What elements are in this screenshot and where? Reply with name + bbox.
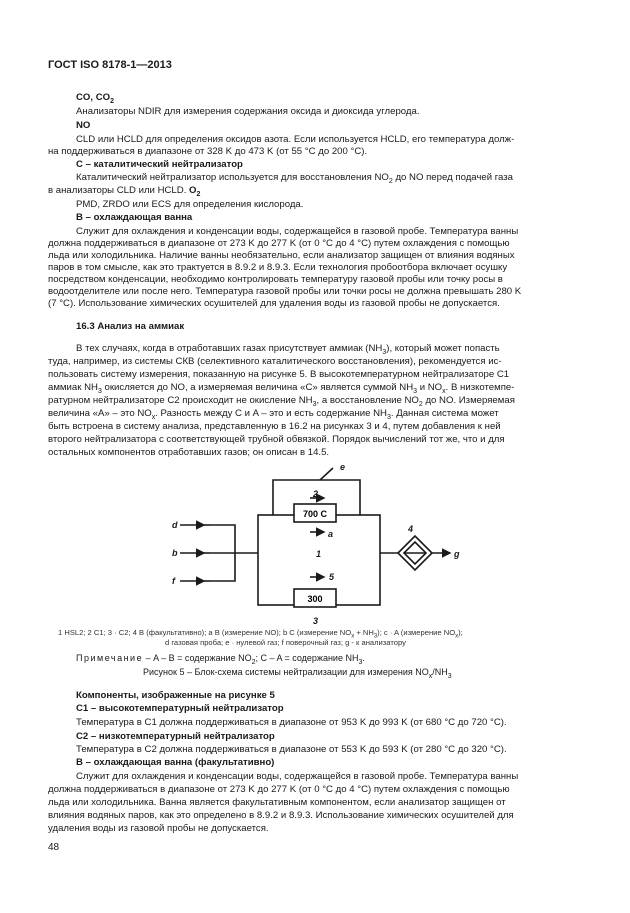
label-g: g xyxy=(454,549,460,559)
co-text: Анализаторы NDIR для измерения содержания оксида и диоксида углерода. xyxy=(76,106,420,117)
o2-heading: $O_2$ xyxy=(189,185,201,198)
document-header: ГОСТ ISO 8178-1—2013 xyxy=(48,59,172,71)
label-2: 2 xyxy=(313,489,319,499)
components-heading: Компоненты, изображенные на рисунке 5 xyxy=(76,690,275,701)
b-bath-heading: B – охлаждающая ванна xyxy=(76,212,193,223)
b-bath-line: должна поддерживаться в диапазоне от 273 K до 277 K (от 0 °C до 4 °C) путем охлаждения с помощью xyxy=(48,238,510,249)
label-f: f xyxy=(172,576,175,586)
s16-3-line: пользовать систему измерения, показанную на рисунке 5. В высокотемпературном нейтрализаторе C1 xyxy=(48,369,510,380)
co-heading: CO, $CO_2$ xyxy=(76,92,115,105)
c-converter-text-line2: в анализаторы CLD или HCLD. $O_2$ xyxy=(48,185,201,198)
label-d: d xyxy=(172,520,178,530)
c-converter-heading: C – каталитический нейтрализатор xyxy=(76,159,243,170)
b-bath-line: (7 °C). Использование химических осушителей для удаления воды из газовой пробы не допускается. xyxy=(48,298,500,309)
label-5: 5 xyxy=(329,572,335,582)
no-heading: NO xyxy=(76,120,91,131)
b-optional-line: должна поддерживаться в диапазоне от 273 K до 277 K (от 0 °C до 4 °C) путем охлаждения с помощью xyxy=(48,784,510,795)
cooling-bath-symbol xyxy=(398,536,432,570)
page-number: 48 xyxy=(48,842,60,853)
s16-3-line: туда, например, из системы СКВ (селективного каталитического восстановления), рекомендуется ис- xyxy=(48,356,502,367)
label-a: a xyxy=(328,529,334,539)
c2-heading: C2 – низкотемпературный нейтрализатор xyxy=(76,731,275,742)
b-optional-line: удаления воды из газовой пробы не допускается. xyxy=(48,823,269,834)
s16-3-line: остальных компонентов отработавших газов; он описан в 14.5. xyxy=(48,447,330,458)
figure-5-diagram xyxy=(0,460,630,630)
b-bath-line: паров в том смысле, как это трактуется в 8.9.2 и 8.9.3. Если технология пробоотбора включает осушку xyxy=(48,262,508,273)
s16-3-line: В тех случаях, когда в отработавших газах присутствует аммиак $(NH_3)$, который может попасть xyxy=(76,343,500,356)
b-optional-line: влияния водяных паров, как это определено в 8.9.2 и 8.9.3. Использование химических осушителей для xyxy=(48,810,514,821)
c-converter-text-line1: Каталитический нейтрализатор используется для восстановления $NO_2$ до NO перед подачей газа xyxy=(76,172,514,185)
no-text-line2: на поддерживаться в диапазоне от 328 K до 473 K (от 55 °C до 200 °C). xyxy=(48,146,368,157)
s16-3-line: быть встроена в систему анализа, представленную в 16.2 на рисунках 3 и 4, путем добавления к ней xyxy=(48,421,501,432)
no-text-line1: CLD или HCLD для определения оксидов азота. Если используется HCLD, его температура долж- xyxy=(76,134,515,145)
figure-caption: Рисунок 5 – Блок-схема системы нейтрализации для измерения $NO_x/NH_3$ xyxy=(143,667,452,680)
b-optional-line: Служит для охлаждения и конденсации воды, содержащейся в газовой пробе. Температура ванны xyxy=(76,771,519,782)
c1-heading: C1 – высокотемпературный нейтрализатор xyxy=(76,703,284,714)
s16-3-line: второго нейтрализатора с соответствующей трубной обвязкой. Порядок вычислений тот же, что и для xyxy=(48,434,505,445)
figure-note: Примечание – A – B = содержание $NO_2$; C – A = содержание $NH_3$. xyxy=(76,653,365,666)
label-4: 4 xyxy=(408,524,414,534)
c1-text: Температура в C1 должна поддерживаться в диапазоне от 953 K до 993 K (от 680 °C до 720 °C). xyxy=(76,717,507,728)
s16-3-line: аммиак $NH_3$ окисляется до NO, а измеряемая величина «C» является суммой $NH_3$ и $NO_x$. В низкотемпе- xyxy=(48,382,515,395)
figure-legend-line2: d газовая проба; e · нулевой газ; f поверочный газ; g - к анализатору xyxy=(165,638,406,647)
s16-3-line: ратурном нейтрализаторе C2 происходит не окисление $NH_3$, а восстановление $NO_2$ до NO. Измеряемая xyxy=(48,395,515,408)
s16-3-line: величина «A» – это $NO_x$. Разность между C и A – это и есть содержание $NH_3$. Данная система может xyxy=(48,408,499,421)
b-optional-line: льда или холодильника. Ванна является факультативным компонентом, если анализатор защищен от xyxy=(48,797,506,808)
converter-c1-label: 700 C xyxy=(302,509,328,519)
label-3: 3 xyxy=(313,616,319,626)
b-bath-line: льда или холодильника. Наличие ванны необязательно, если анализатор защищен от влияния водяных xyxy=(48,250,515,261)
c2-text: Температура в C2 должна поддерживаться в диапазоне от 553 K до 593 K (от 280 °C до 320 °C). xyxy=(76,744,507,755)
converter-c2-label: 300 xyxy=(307,594,323,604)
figure-legend-line1: 1 HSL2; 2 C1; 3 · C2; 4 B (факультативно); a B (измерение NO); b C (измерение $NO_x + NH_3$); c · A (измерение $NO_x$); xyxy=(58,628,463,640)
o2-text: PMD, ZRDO или ECS для определения кислорода. xyxy=(76,199,304,210)
label-1: 1 xyxy=(316,549,322,559)
label-e: e xyxy=(340,462,346,472)
label-b: b xyxy=(172,548,178,558)
b-optional-heading: B – охлаждающая ванна (факультативно) xyxy=(76,757,275,768)
section-16-3-heading: 16.3 Анализ на аммиак xyxy=(76,321,185,332)
b-bath-line: Служит для охлаждения и конденсации воды, содержащейся в газовой пробе. Температура ванны xyxy=(76,226,519,237)
b-bath-line: водоотделителе или после него. Температура газовой пробы или точки росы не должна превышать 280 K xyxy=(48,286,522,297)
b-bath-line: посредством конденсации, необходимо контролировать температуру газовой пробы или точку росы в xyxy=(48,274,503,285)
